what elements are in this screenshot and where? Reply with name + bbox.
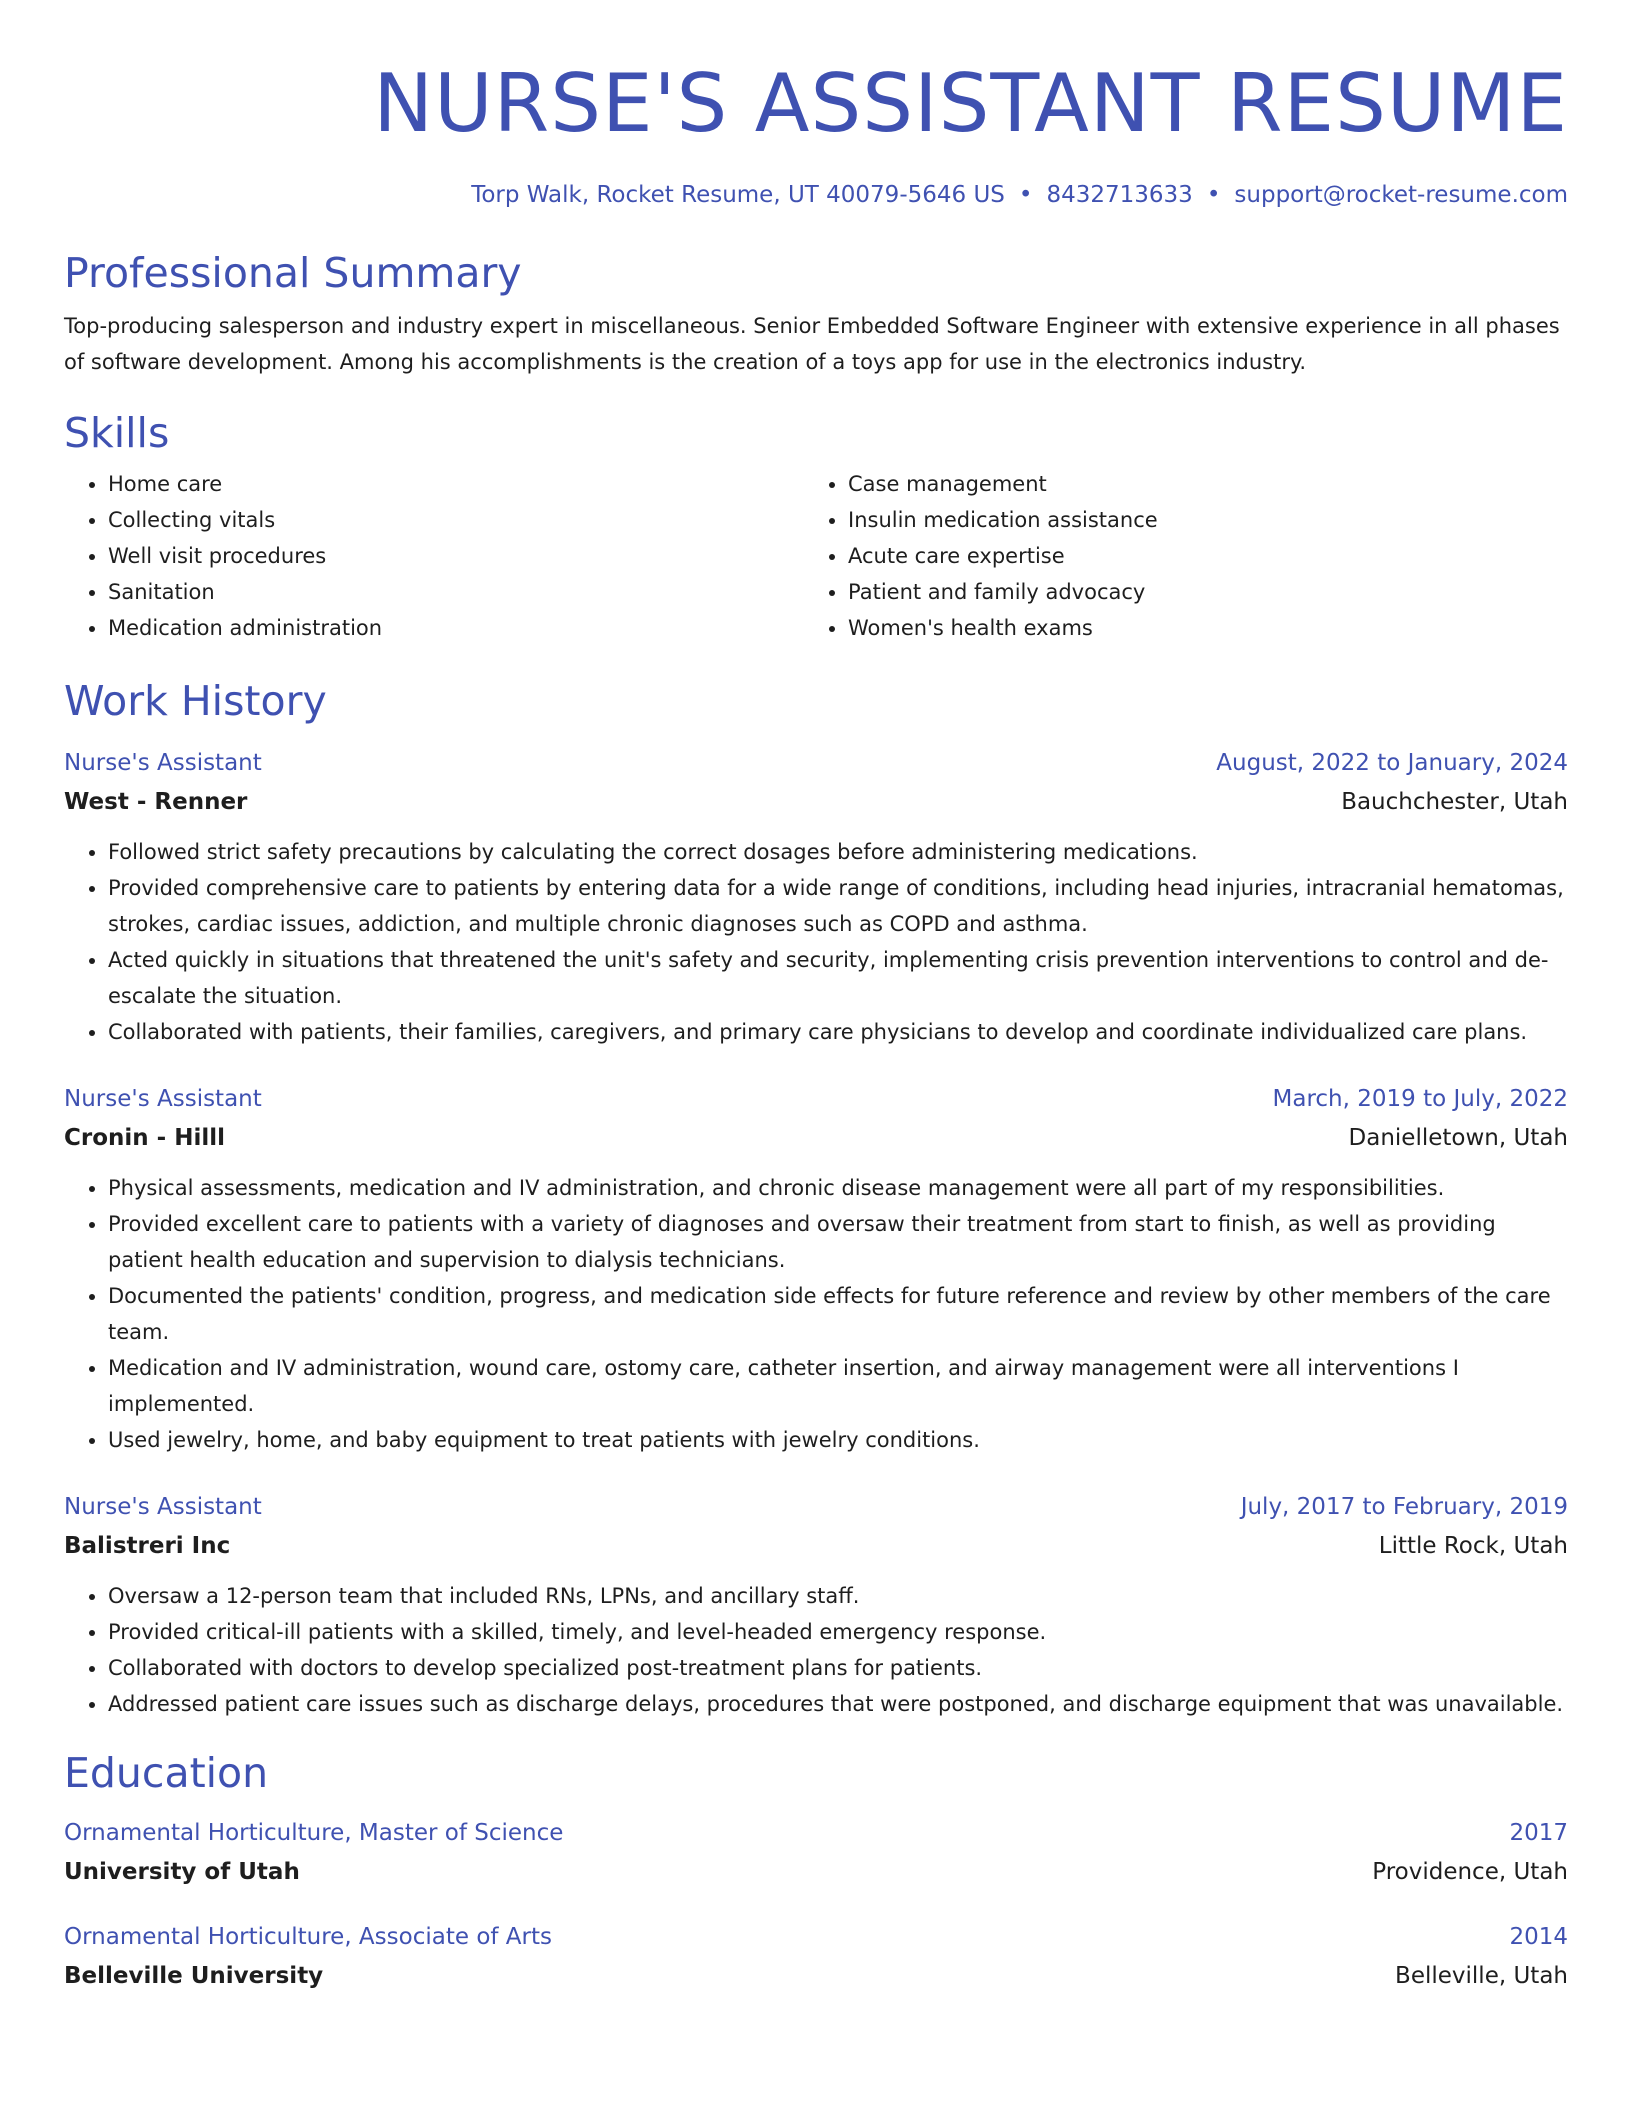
job-bullet: • Documented the patients' condition, progress, and medication side effects for future reference and review by other members of the care team. — [108, 1278, 1568, 1350]
education-entry — [64, 1918, 1568, 1996]
job-role: Nurse's Assistant — [64, 1494, 262, 1520]
skill-item: • Collecting vitals — [108, 502, 804, 538]
job-dates: August, 2022 to January, 2024 — [1216, 750, 1568, 776]
job-bullet: • Collaborated with doctors to develop specialized post-treatment plans for patients. — [108, 1650, 1568, 1686]
skill-item: • Women's health exams — [848, 610, 1544, 646]
education-institution-row — [64, 1852, 1568, 1892]
skills-list-left — [64, 466, 804, 646]
skill-item: • Patient and family advocacy — [848, 574, 1544, 610]
skill-item: • Case management — [848, 466, 1544, 502]
job-company-row — [64, 1526, 1568, 1566]
contact-separator: • — [1206, 182, 1221, 208]
skills-list-right — [804, 466, 1544, 646]
job-bullet: • Addressed patient care issues such as discharge delays, procedures that were postponed, and discharge equipment that was unavailable. — [108, 1686, 1568, 1722]
job-location: Bauchchester, Utah — [1341, 789, 1568, 815]
job-company: Cronin - Hilll — [64, 1125, 225, 1151]
job-header-row — [64, 744, 1568, 782]
skills-heading: Skills — [64, 409, 170, 457]
job-bullets — [64, 834, 1568, 1050]
job-header-row — [64, 1488, 1568, 1526]
resume-title: NURSE'S ASSISTANT RESUME — [373, 57, 1568, 150]
job-location: Danielletown, Utah — [1348, 1125, 1568, 1151]
summary-heading: Professional Summary — [64, 249, 522, 297]
job-bullet: • Provided excellent care to patients with a variety of diagnoses and oversaw their treatment from start to finish, as well as providing patient health education and supervision to dialysis technicians. — [108, 1206, 1568, 1278]
job-bullets — [64, 1170, 1568, 1458]
contact-email: support@rocket-resume.com — [1234, 182, 1568, 208]
skill-item: • Well visit procedures — [108, 538, 804, 574]
education-header-row — [64, 1814, 1568, 1852]
job-location: Little Rock, Utah — [1378, 1533, 1568, 1559]
education-institution-row — [64, 1956, 1568, 1996]
contact-separator: • — [1018, 182, 1033, 208]
job-entry — [64, 744, 1568, 1050]
education-heading: Education — [64, 1749, 269, 1797]
job-bullet: • Followed strict safety precautions by calculating the correct dosages before administering medications. — [108, 834, 1568, 870]
job-role: Nurse's Assistant — [64, 750, 262, 776]
summary-text: Top-producing salesperson and industry expert in miscellaneous. Senior Embedded Software Engineer with extensive experience in all phases of software development. Among his accomplishments is the creation of a toys app for use in the electronics industry. — [64, 314, 1560, 374]
education-degree: Ornamental Horticulture, Associate of Arts — [64, 1924, 552, 1950]
skill-item: • Sanitation — [108, 574, 804, 610]
education-institution: University of Utah — [64, 1859, 300, 1885]
education-institution: Belleville University — [64, 1963, 324, 1989]
job-bullet: • Acted quickly in situations that threatened the unit's safety and security, implementing crisis prevention interventions to control and de-escalate the situation. — [108, 942, 1568, 1014]
job-entry — [64, 1488, 1568, 1722]
job-bullet: • Physical assessments, medication and IV administration, and chronic disease management were all part of my responsibilities. — [108, 1170, 1568, 1206]
skill-item: • Home care — [108, 466, 804, 502]
education-location: Belleville, Utah — [1395, 1963, 1568, 1989]
skill-item: • Medication administration — [108, 610, 804, 646]
resume-header — [64, 56, 1568, 210]
skills-columns — [64, 466, 1568, 646]
contact-line — [64, 180, 1568, 210]
job-company-row — [64, 782, 1568, 822]
education-entry — [64, 1814, 1568, 1892]
education-degree: Ornamental Horticulture, Master of Science — [64, 1820, 564, 1846]
job-dates: July, 2017 to February, 2019 — [1240, 1494, 1568, 1520]
job-entry — [64, 1080, 1568, 1458]
work-history-heading: Work History — [64, 677, 327, 725]
job-role: Nurse's Assistant — [64, 1086, 262, 1112]
education-location: Providence, Utah — [1372, 1859, 1568, 1885]
job-bullet: • Provided critical-ill patients with a skilled, timely, and level-headed emergency response. — [108, 1614, 1568, 1650]
job-header-row — [64, 1080, 1568, 1118]
job-dates: March, 2019 to July, 2022 — [1272, 1086, 1568, 1112]
skill-item: • Insulin medication assistance — [848, 502, 1544, 538]
job-bullet: • Oversaw a 12-person team that included RNs, LPNs, and ancillary staff. — [108, 1578, 1568, 1614]
job-bullet: • Collaborated with patients, their families, caregivers, and primary care physicians to develop and coordinate individualized care plans. — [108, 1014, 1568, 1050]
contact-phone: 8432713633 — [1046, 182, 1193, 208]
job-bullets — [64, 1578, 1568, 1722]
contact-address: Torp Walk, Rocket Resume, UT 40079-5646 US — [471, 182, 1005, 208]
job-bullet: • Used jewelry, home, and baby equipment to treat patients with jewelry conditions. — [108, 1422, 1568, 1458]
education-year: 2014 — [1509, 1924, 1568, 1950]
job-company-row — [64, 1118, 1568, 1158]
education-year: 2017 — [1509, 1820, 1568, 1846]
job-bullet: • Provided comprehensive care to patients by entering data for a wide range of conditions, including head injuries, intracranial hematomas, strokes, cardiac issues, addiction, and multiple chronic diagnoses such as COPD and asthma. — [108, 870, 1568, 942]
skill-item: • Acute care expertise — [848, 538, 1544, 574]
job-company: Balistreri Inc — [64, 1533, 231, 1559]
education-header-row — [64, 1918, 1568, 1956]
job-company: West - Renner — [64, 789, 248, 815]
job-bullet: • Medication and IV administration, wound care, ostomy care, catheter insertion, and airway management were all interventions I implemented. — [108, 1350, 1568, 1422]
